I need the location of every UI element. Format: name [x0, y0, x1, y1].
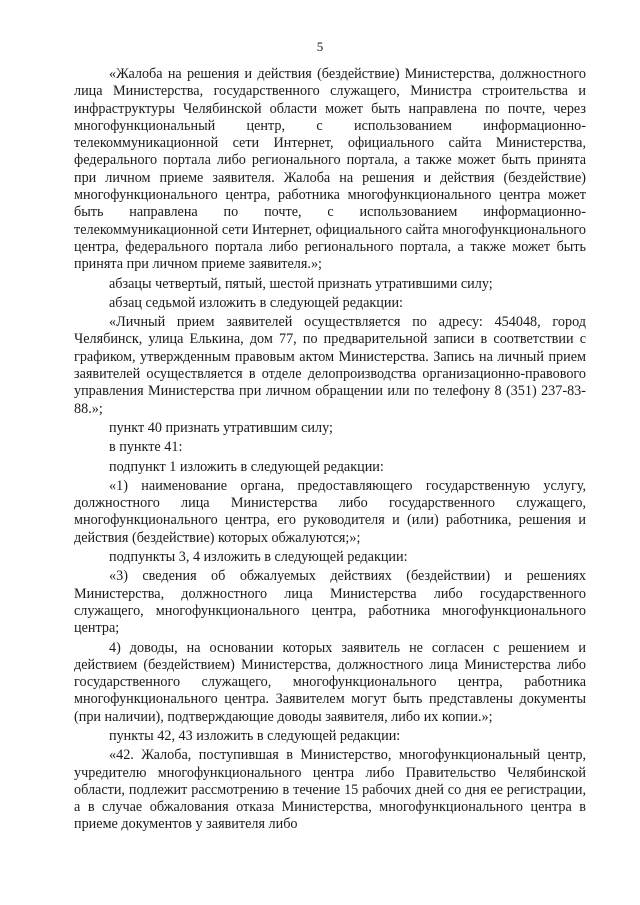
paragraph-complaint-submission: «Жалоба на решения и действия (бездействие) Министерства, должностного лица Министерства, государственного служащего, Министра строительства и инфраструктуры Челябинской области может быть направлена по почте, через многофункциональный центр, с использованием информационно-телекоммуникационной сети Интернет, официального сайта Министерства, федерального портала либо регионального портала, а также может быть принята при личном приеме заявителя. Жалоба на решения и действия (бездействие) многофункционального центра, работника многофункционального центра может быть направлена по почте, с использованием информационно-телекоммуникационной сети Интернет, официального сайта многофункционального центра, федерального портала либо регионального портала, а также может быть принята при личном приеме заявителя.»;: [74, 66, 586, 273]
paragraph-point-42-text: «42. Жалоба, поступившая в Министерство, многофункциональный центр, учредителю многофункционального центра либо Правительство Челябинской области, подлежит рассмотрению в течение 15 рабочих дней со дня ее регистрации, а в случае обжалования отказа Министерства, многофункционального центра в приеме документов у заявителя либо: [74, 747, 586, 833]
paragraph-abolish-4-5-6: абзацы четвертый, пятый, шестой признать утратившими силу;: [109, 275, 493, 292]
paragraph-subpoint-3-text: «3) сведения об обжалуемых действиях (бездействии) и решениях Министерства, должностного лица Министерства либо государственного служащего, многофункционального центра, работника многофункционального центра;: [74, 568, 586, 637]
document-body: [74, 66, 586, 834]
paragraph-point-40: пункт 40 признать утратившим силу;: [109, 419, 333, 436]
paragraph-subpoint-1-text: «1) наименование органа, предоставляющего государственную услугу, должностного лица Министерства либо государственного служащего, многофункционального центра, его руководителя и (или) работника, решения и действия (бездействие) которых обжалуются;»;: [74, 477, 586, 546]
paragraph-point-41: в пункте 41:: [109, 439, 183, 456]
paragraph-points-42-43-intro: пункты 42, 43 изложить в следующей редакции:: [109, 727, 401, 744]
paragraph-personal-reception: «Личный прием заявителей осуществляется по адресу: 454048, город Челябинск, улица Елькина, дом 77, по предварительной записи в соответствии с графиком, утвержденным правовым актом Министерства. Запись на личный прием заявителей осуществляется в отделе делопроизводства организационно-правового управления Министерства при личном обращении или по телефону 8 (351) 237-83-88.»;: [74, 314, 586, 417]
paragraph-subpoints-3-4-intro: подпункты 3, 4 изложить в следующей редакции:: [109, 549, 408, 566]
paragraph-subpoint-1-intro: подпункт 1 изложить в следующей редакции:: [109, 458, 384, 475]
page-number: 5: [316, 39, 324, 54]
paragraph-seventh-redaction: абзац седьмой изложить в следующей редакции:: [109, 294, 404, 311]
paragraph-subpoint-4-text: 4) доводы, на основании которых заявитель не согласен с решением и действием (бездействием) Министерства, должностного лица Министерства либо государственного служащего, многофункционального центра, работника многофункционального центра. Заявителем могут быть представлены документы (при наличии), подтверждающие доводы заявителя, либо их копии.»;: [74, 639, 586, 725]
